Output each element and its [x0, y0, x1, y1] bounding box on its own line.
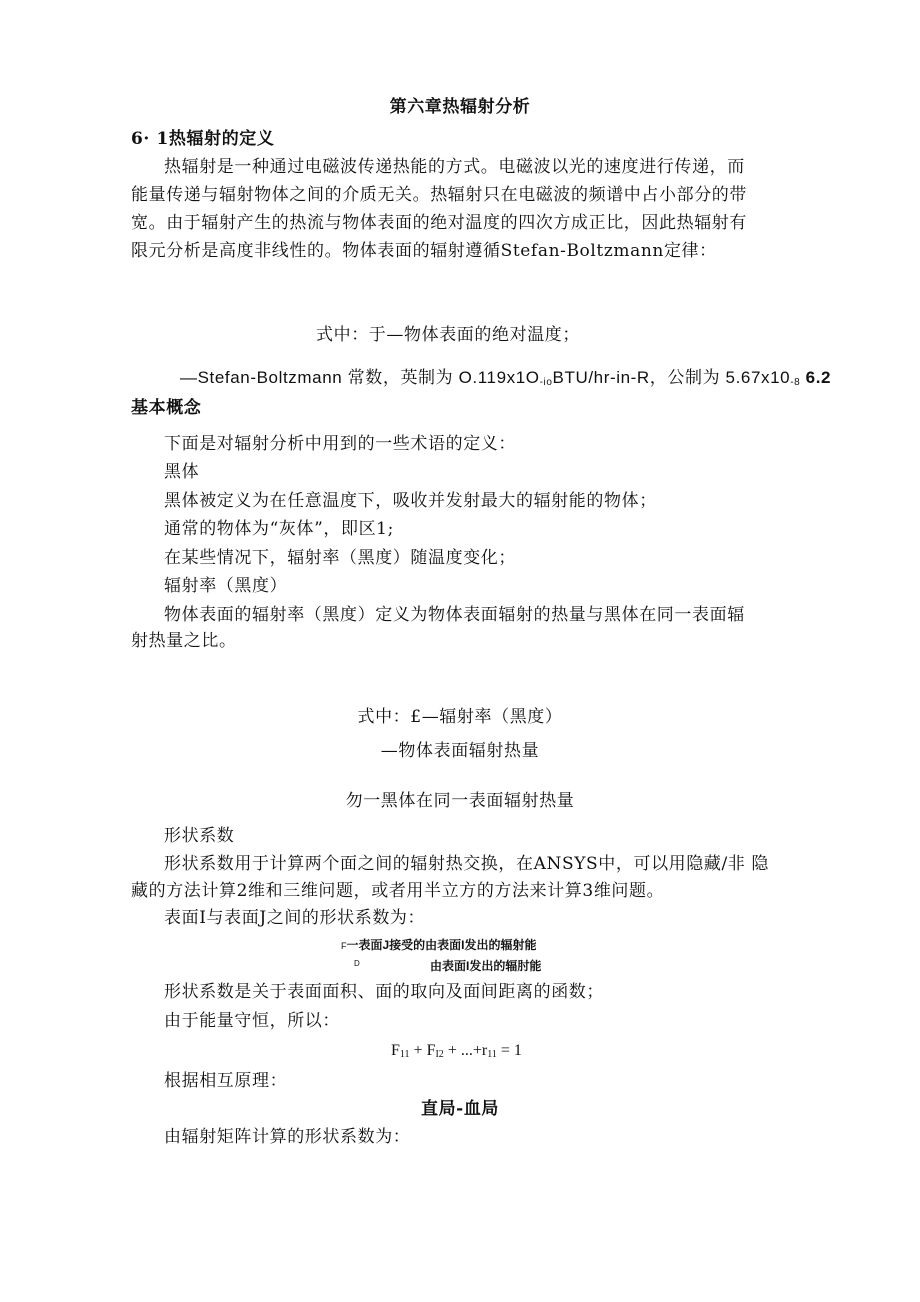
stefan-boltzmann-constant-line — [180, 366, 831, 395]
term-view-factor: 形状系数 — [164, 826, 235, 846]
view-factor-ij-line: 表面I与表面J之间的形状系数为： — [164, 908, 426, 928]
constant-exponent-1: -io — [539, 377, 553, 388]
sum-f1: F — [391, 1042, 400, 1059]
section-heading-6-2: 基本概念 — [131, 398, 202, 418]
formula-d-symbol: D — [354, 959, 360, 968]
paragraph-line: 能量传递与辐射物体之间的介质无关。热辐射只在电磁波的频谱中占小部分的带 — [131, 185, 747, 205]
blackbody-definition: 黑体被定义为在任意温度下，吸收并发射最大的辐射能的物体； — [164, 491, 657, 511]
sum-f1-subscript: 11 — [399, 1049, 410, 1060]
view-factor-definition-line: 形状系数用于计算两个面之间的辐射热交换，在ANSYS中，可以用隐藏/非 隐 — [164, 854, 769, 874]
emissivity-symbol-definition: 式中：£—辐射率（黑度） — [357, 707, 563, 727]
paragraph-line: 限元分析是高度非线性的。物体表面的辐射遵循Stefan-Boltzmann定律： — [131, 241, 717, 261]
emissivity-definition-line: 射热量之比。 — [131, 631, 237, 651]
formula-numerator-text: 一表面J接受的由表面I发出的辐射能 — [346, 938, 537, 952]
view-factor-formula-numerator — [341, 937, 537, 954]
section-number-6-2: 6.2 — [800, 368, 832, 387]
blackbody-heat-definition: 勿一黑体在同一表面辐射热量 — [345, 791, 575, 811]
section-heading-6-1: 6· 1热辐射的定义 — [131, 129, 275, 149]
energy-conservation-line: 由于能量守恒，所以： — [164, 1011, 340, 1031]
sum-f2-subscript: I2 — [435, 1049, 444, 1060]
sum-plus-f2: + F — [409, 1042, 436, 1059]
term-blackbody: 黑体 — [164, 462, 200, 482]
view-factor-definition-line: 藏的方法计算2维和三维问题，或者用半立方的方法来计算3维问题。 — [131, 881, 665, 901]
sum-equals: = 1 — [496, 1042, 522, 1059]
formula-f-symbol: F — [341, 941, 347, 951]
constant-exponent-2: -8 — [790, 377, 801, 388]
reciprocity-line: 根据相互原理： — [164, 1071, 288, 1091]
surface-heat-definition: —物体表面辐射热量 — [380, 741, 540, 761]
term-emissivity: 辐射率（黑度） — [164, 576, 288, 596]
constant-text-1: —Stefan-Boltzmann 常数，英制为 O.119x1O — [180, 368, 540, 387]
sum-rule-formula — [391, 1039, 522, 1067]
graybody-line: 通常的物体为“灰体”，即区1; — [164, 519, 394, 539]
matrix-view-factor-line: 由辐射矩阵计算的形状系数为： — [164, 1127, 411, 1147]
chapter-title: 第六章热辐射分析 — [389, 97, 531, 117]
intro-line: 下面是对辐射分析中用到的一些术语的定义： — [164, 434, 516, 454]
sum-r-subscript: 11 — [487, 1049, 497, 1060]
constant-text-2: BTU/hr-in-R，公制为 5.67x10 — [552, 368, 791, 387]
paragraph-line: 宽。由于辐射产生的热流与物体表面的绝对温度的四次方成正比，因此热辐射有 — [131, 213, 747, 233]
paragraph-line: 热辐射是一种通过电磁波传递热能的方式。电磁波以光的速度进行传递，而 — [164, 157, 745, 177]
view-factor-formula-denominator: 由表面I发出的辐肘能 — [430, 959, 542, 973]
view-factor-function-line: 形状系数是关于表面面积、面的取向及面间距离的函数； — [164, 982, 604, 1002]
emissivity-definition-line: 物体表面的辐射率（黑度）定义为物体表面辐射的热量与黑体在同一表面辐 — [164, 605, 745, 625]
sum-dots-r: + ...+r — [443, 1042, 488, 1059]
emissivity-temperature-line: 在某些情况下，辐射率（黑度）随温度变化； — [164, 548, 516, 568]
temperature-definition: 式中：于—物体表面的绝对温度； — [316, 325, 580, 345]
reciprocity-formula: 直局-血局 — [420, 1099, 500, 1119]
